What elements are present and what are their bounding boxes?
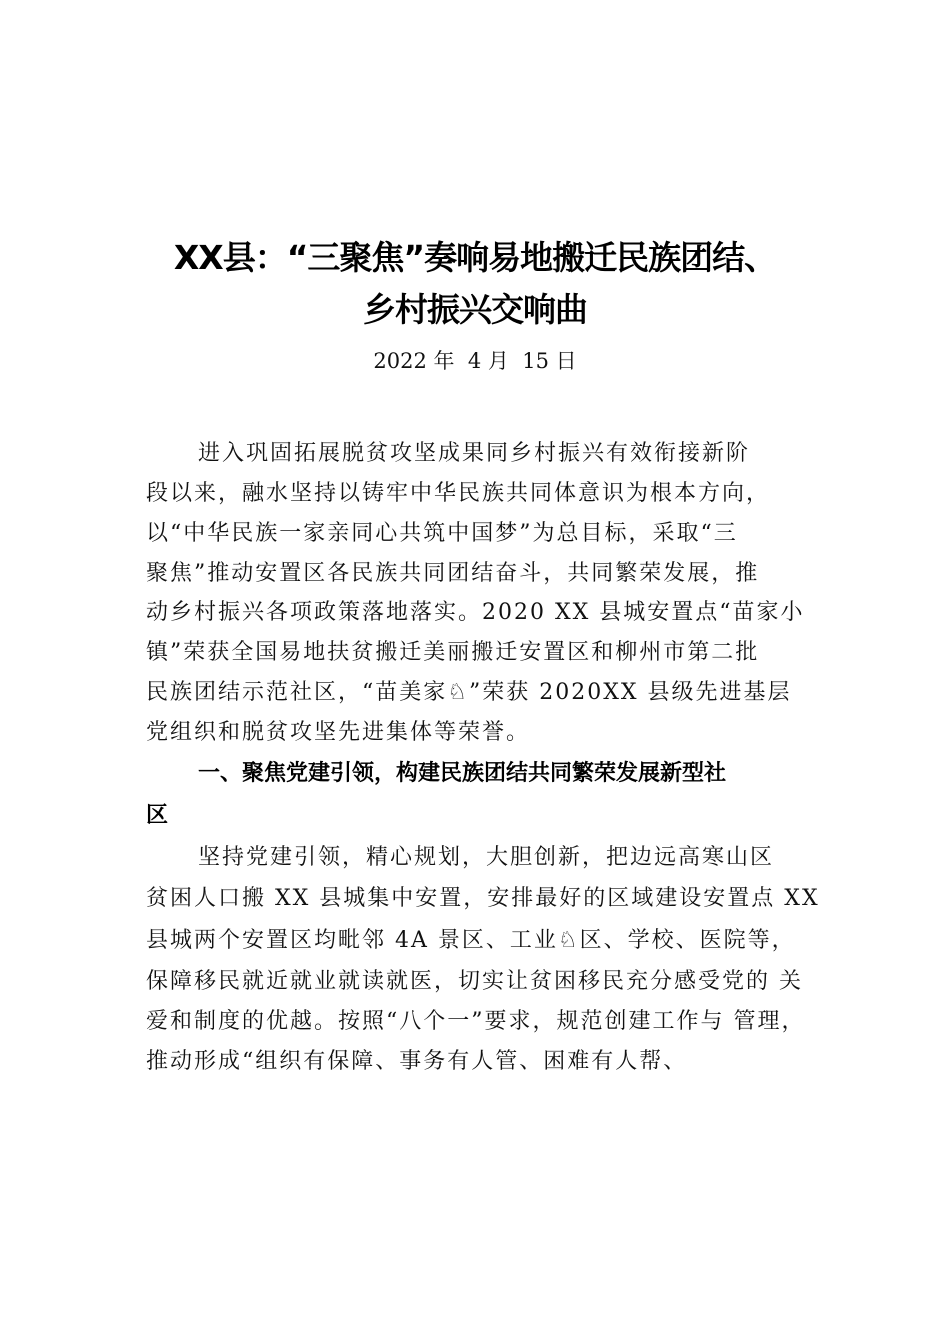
document-title-line-1: XX县：“三聚焦”奏响易地搬迁民族团结、: [173, 238, 777, 277]
document-title-line-2: 乡村振兴交响曲: [363, 290, 587, 329]
section-heading-1: 一、聚焦党建引领，构建民族团结共同繁荣发展新型社: [198, 761, 727, 786]
paragraph-line: 镇”荣获全国易地扶贫搬迁美丽搬迁安置区和柳州市第二批: [146, 640, 760, 665]
document-date: 2022 年 4 月 15 日: [373, 349, 577, 373]
paragraph-line: 县城两个安置区均毗邻 4A 景区、工业♘区、学校、医院等，: [146, 928, 796, 953]
paragraph-line: 推动形成“组织有保障、事务有人管、困难有人帮、: [146, 1049, 688, 1074]
paragraph-line: 以“中华民族一家亲同心共筑中国梦”为总目标，采取“三: [146, 521, 738, 546]
paragraph-line: 贫困人口搬 XX 县城集中安置，安排最好的区域建设安置点 XX: [146, 886, 820, 911]
paragraph-line: 进入巩固拓展脱贫攻坚成果同乡村振兴有效衔接新阶: [198, 441, 751, 466]
paragraph-line: 爱和制度的优越。按照“八个一”要求，规范创建工作与 管理，: [146, 1009, 806, 1034]
paragraph-line: 段以来，融水坚持以铸牢中华民族共同体意识为根本方向，: [146, 481, 771, 506]
paragraph-line: 党组织和脱贫攻坚先进集体等荣誉。: [146, 720, 531, 745]
paragraph-line: 动乡村振兴各项政策落地落实。2020 XX 县城安置点“苗家小: [146, 600, 805, 625]
paragraph-line: 聚焦”推动安置区各民族共同团结奋斗，共同繁荣发展，推: [146, 561, 760, 586]
paragraph-line: 保障移民就近就业就读就医，切实让贫困移民充分感受党的 关: [146, 969, 803, 994]
paragraph-line: 民族团结示范社区，“苗美家♘”荣获 2020XX 县级先进基层: [146, 680, 792, 705]
section-heading-1-continued: 区: [146, 803, 169, 828]
paragraph-line: 坚持党建引领，精心规划，大胆创新，把边远高寒山区: [198, 845, 775, 870]
